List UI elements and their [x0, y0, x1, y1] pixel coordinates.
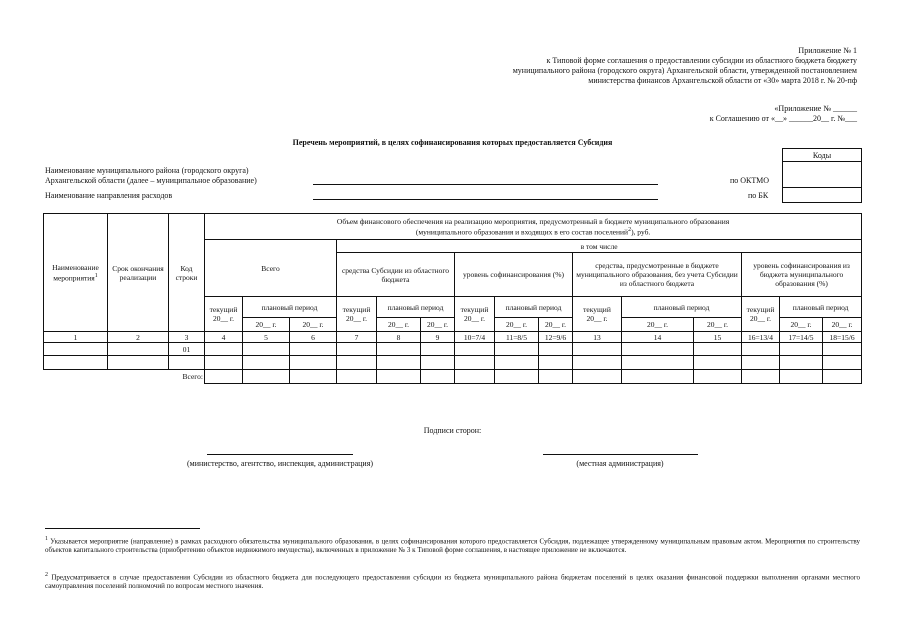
column-numbers-row [44, 332, 862, 343]
group-rate: уровень софинансирования (%) [455, 253, 573, 297]
codes-box [782, 148, 862, 203]
col-header-code: Код строки [169, 214, 205, 332]
cell[interactable] [455, 370, 495, 384]
cell[interactable] [205, 343, 243, 356]
cell[interactable] [495, 370, 539, 384]
cell[interactable] [377, 343, 421, 356]
planned-year: 20__ г. [539, 318, 573, 332]
cell[interactable] [243, 356, 290, 370]
planned-period: плановый период [622, 297, 742, 318]
column-number: 1 [44, 332, 108, 343]
cell[interactable] [243, 370, 290, 384]
current-year: текущий 20__ г. [455, 297, 495, 332]
column-number: 9 [421, 332, 455, 343]
planned-period: плановый период [780, 297, 862, 318]
group-total: Всего [205, 240, 337, 297]
cell[interactable] [377, 370, 421, 384]
document-header [337, 46, 857, 86]
cell[interactable] [421, 370, 455, 384]
planned-year: 20__ г. [243, 318, 290, 332]
cell[interactable] [694, 343, 742, 356]
cell[interactable] [421, 356, 455, 370]
cell[interactable] [290, 343, 337, 356]
cell[interactable] [455, 343, 495, 356]
cell[interactable] [622, 370, 694, 384]
column-number: 2 [108, 332, 169, 343]
column-number: 13 [573, 332, 622, 343]
planned-year: 20__ г. [495, 318, 539, 332]
cell[interactable] [495, 356, 539, 370]
group-subsidy: средства Субсидии из областного бюджета [337, 253, 455, 297]
municipality-label-1: Наименование муниципального района (городского округа) [45, 166, 249, 175]
cell[interactable] [780, 370, 823, 384]
cell[interactable] [495, 343, 539, 356]
column-number: 8 [377, 332, 421, 343]
row-code: 01 [169, 343, 205, 356]
agreement-placeholder: к Соглашению от «__» ______20__ г. №___ [709, 114, 857, 123]
cell[interactable] [337, 343, 377, 356]
column-number: 5 [243, 332, 290, 343]
total-row [44, 370, 862, 384]
annex-number: Приложение № 1 [798, 46, 857, 55]
agreement-reference [557, 104, 857, 124]
col-header-name: Наименование мероприятия$^1$ [44, 214, 108, 332]
table-row [44, 343, 862, 356]
footnote-separator [45, 528, 200, 529]
signature-caption-left: (министерство, агентство, инспекция, администрация) [186, 459, 374, 468]
planned-year: 20__ г. [377, 318, 421, 332]
signature-caption-right: (местная администрация) [576, 459, 664, 468]
column-number: 18=15/6 [823, 332, 862, 343]
municipality-field[interactable] [313, 184, 658, 185]
cell[interactable] [455, 356, 495, 370]
planned-year: 20__ г. [780, 318, 823, 332]
footnote-2: $^2$ Предусматривается в случае предоставления Субсидии из областного бюджета для последующего предоставления субсидии из бюджета муниципального района бюджетам поселений в целях оказания финансовой поддержки выполнения органами местного самоуправления поселений полномочий по вопросам местного значения. [45, 572, 861, 591]
cell[interactable] [622, 343, 694, 356]
cell[interactable] [539, 370, 573, 384]
cell[interactable] [742, 370, 780, 384]
cell[interactable] [539, 356, 573, 370]
cell[interactable] [780, 343, 823, 356]
direction-label: Наименование направления расходов [45, 191, 173, 200]
signatures-title: Подписи сторон: [423, 426, 482, 435]
column-number: 14 [622, 332, 694, 343]
column-number: 16=13/4 [742, 332, 780, 343]
cell[interactable] [44, 343, 108, 356]
including-header: в том числе [337, 240, 862, 253]
annex-placeholder: «Приложение № ______ [774, 104, 857, 113]
group-local: средства, предусмотренные в бюджете муниципального образования, без учета Субсидии из областного бюджета [573, 253, 742, 297]
cell[interactable] [44, 356, 108, 370]
planned-period: плановый период [243, 297, 337, 318]
planned-year: 20__ г. [290, 318, 337, 332]
column-number: 4 [205, 332, 243, 343]
planned-year: 20__ г. [421, 318, 455, 332]
header-line-4: министерства финансов Архангельской области от «30» марта 2018 г. № 20-пф [588, 76, 857, 85]
oktmo-label: по ОКТМО [730, 176, 770, 185]
planned-year: 20__ г. [622, 318, 694, 332]
column-number: 11=8/5 [495, 332, 539, 343]
column-number: 10=7/4 [455, 332, 495, 343]
cell[interactable] [421, 343, 455, 356]
cell[interactable] [539, 343, 573, 356]
cell[interactable] [337, 370, 377, 384]
column-number: 12=9/6 [539, 332, 573, 343]
cell[interactable] [742, 356, 780, 370]
planned-period: плановый период [495, 297, 573, 318]
cell[interactable] [337, 356, 377, 370]
cell[interactable] [108, 356, 169, 370]
codes-label: Коды [783, 149, 862, 162]
column-number: 3 [169, 332, 205, 343]
current-year: текущий 20__ г. [337, 297, 377, 332]
page-title: Перечень мероприятий, в целях софинансирования которых предоставляется Субсидия [292, 138, 613, 147]
cell[interactable] [573, 356, 622, 370]
cell[interactable] [694, 356, 742, 370]
cell[interactable] [823, 370, 862, 384]
cell[interactable] [169, 356, 205, 370]
cell[interactable] [573, 370, 622, 384]
column-number: 6 [290, 332, 337, 343]
planned-period: плановый период [377, 297, 455, 318]
cell[interactable] [622, 356, 694, 370]
cell[interactable] [108, 343, 169, 356]
cell[interactable] [290, 356, 337, 370]
total-label: Всего: [44, 370, 205, 384]
activities-table [43, 213, 862, 384]
cell[interactable] [780, 356, 823, 370]
current-year: текущий 20__ г. [205, 297, 243, 332]
signature-line-right[interactable] [543, 454, 698, 455]
col-header-term: Срок окончания реализации [108, 214, 169, 332]
bk-code-cell[interactable] [783, 188, 862, 203]
municipality-label-2: Архангельской области (далее – муниципальное образование) [45, 176, 257, 185]
cell[interactable] [742, 343, 780, 356]
oktmo-code-cell[interactable] [783, 162, 862, 188]
cell[interactable] [573, 343, 622, 356]
cell[interactable] [823, 356, 862, 370]
bk-label: по БК [748, 191, 769, 200]
column-number: 17=14/5 [780, 332, 823, 343]
cell[interactable] [205, 356, 243, 370]
current-year: текущий 20__ г. [742, 297, 780, 332]
cell[interactable] [823, 343, 862, 356]
cell[interactable] [290, 370, 337, 384]
cell[interactable] [694, 370, 742, 384]
column-number: 15 [694, 332, 742, 343]
planned-year: 20__ г. [694, 318, 742, 332]
header-line-3: муниципального района (городского округа) Архангельской области, утвержденной постановлением [512, 66, 857, 75]
column-number: 7 [337, 332, 377, 343]
direction-field[interactable] [313, 199, 658, 200]
cell[interactable] [377, 356, 421, 370]
header-line-2: к Типовой форме соглашения о предоставлении субсидии из областного бюджета бюджету [546, 56, 857, 65]
cell[interactable] [243, 343, 290, 356]
signature-line-left[interactable] [207, 454, 353, 455]
footnote-1: $^1$ Указывается мероприятие (направление) в рамках расходного обязательства муниципального образования, в целях софинансирования которого предоставляется Субсидия, подлежащее утвержденному муниципальным правовым актом. Мероприятия по строительству объектов капитального строительства (приобретению объектов недвижимого имущества), включенных в приложение № 3 к Типовой форме соглашения, в настоящее приложение не включаются. [45, 536, 860, 555]
planned-year: 20__ г. [823, 318, 862, 332]
cell[interactable] [205, 370, 243, 384]
group-local-rate: уровень софинансирования из бюджета муниципального образования (%) [742, 253, 862, 297]
current-year: текущий 20__ г. [573, 297, 622, 332]
table-row [44, 356, 862, 370]
volume-header: Объем финансового обеспечения на реализацию мероприятия, предусмотренный в бюджете муниципального образования (муниципального образования и входящих в его состав поселений$^2$), руб. [205, 214, 862, 240]
